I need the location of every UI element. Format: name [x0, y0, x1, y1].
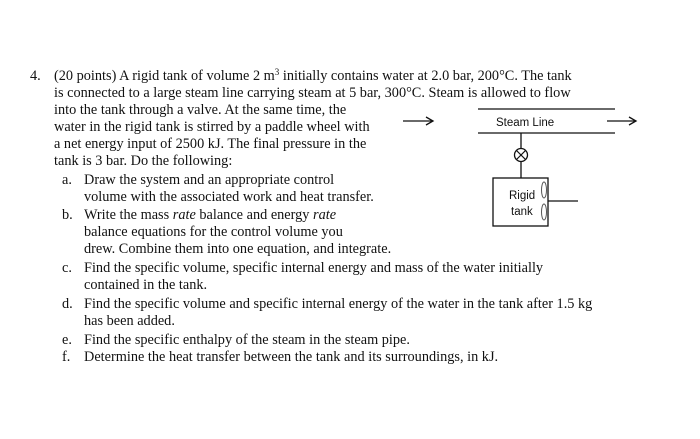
intro-line-4: water in the rigid tank is stirred by a paddle wheel with [54, 119, 370, 135]
problem-number: 4. [30, 68, 41, 84]
part-e-line-1: Find the specific enthalpy of the steam in the steam pipe. [84, 332, 410, 348]
part-a-line-2: volume with the associated work and heat transfer. [84, 189, 374, 205]
valve-icon [515, 149, 528, 162]
part-b-letter: b. [62, 207, 73, 223]
part-d-line-2: has been added. [84, 313, 175, 329]
part-d-line-1: Find the specific volume and specific internal energy of the water in the tank after 1.5 kg [84, 296, 593, 312]
rigid-tank [493, 178, 548, 226]
part-b-line-2: balance equations for the control volume you [84, 224, 343, 240]
part-d-letter: d. [62, 296, 73, 312]
intro-line-3: into the tank through a valve. At the same time, the [54, 102, 347, 118]
intro-line-1: (20 points) A rigid tank of volume 2 $m^3$ initially contains water at 2.0 bar, 200°C. The tank [54, 67, 572, 84]
tank-label-tank: tank [511, 206, 533, 218]
part-a-letter: a. [62, 172, 72, 188]
part-f-line-1: Determine the heat transfer between the tank and its surroundings, in kJ. [84, 349, 499, 365]
part-e-letter: e. [62, 332, 72, 348]
part-f-letter: f. [62, 349, 71, 365]
part-c-letter: c. [62, 260, 72, 276]
part-c-line-1: Find the specific volume, specific internal energy and mass of the water initially [84, 260, 544, 276]
part-c-line-2: contained in the tank. [84, 277, 208, 293]
part-a-line-1: Draw the system and an appropriate control [84, 172, 335, 188]
tank-label-rigid: Rigid [509, 190, 536, 202]
part-b-line-3: drew. Combine them into one equation, and integrate. [84, 241, 392, 257]
flow-arrow-right-icon [607, 117, 636, 125]
intro-line-2: is connected to a large steam line carrying steam at 5 bar, 300°C. Steam is allowed to flow [54, 85, 571, 101]
steam-line-label: Steam Line [496, 117, 555, 129]
intro-line-5: a net energy input of 2500 kJ. The final pressure in the [54, 136, 367, 152]
intro-line-6: tank is 3 bar. Do the following: [54, 153, 233, 169]
flow-arrow-left-icon [403, 117, 433, 125]
part-b-line-1: Write the mass rate balance and energy rate [84, 207, 337, 223]
